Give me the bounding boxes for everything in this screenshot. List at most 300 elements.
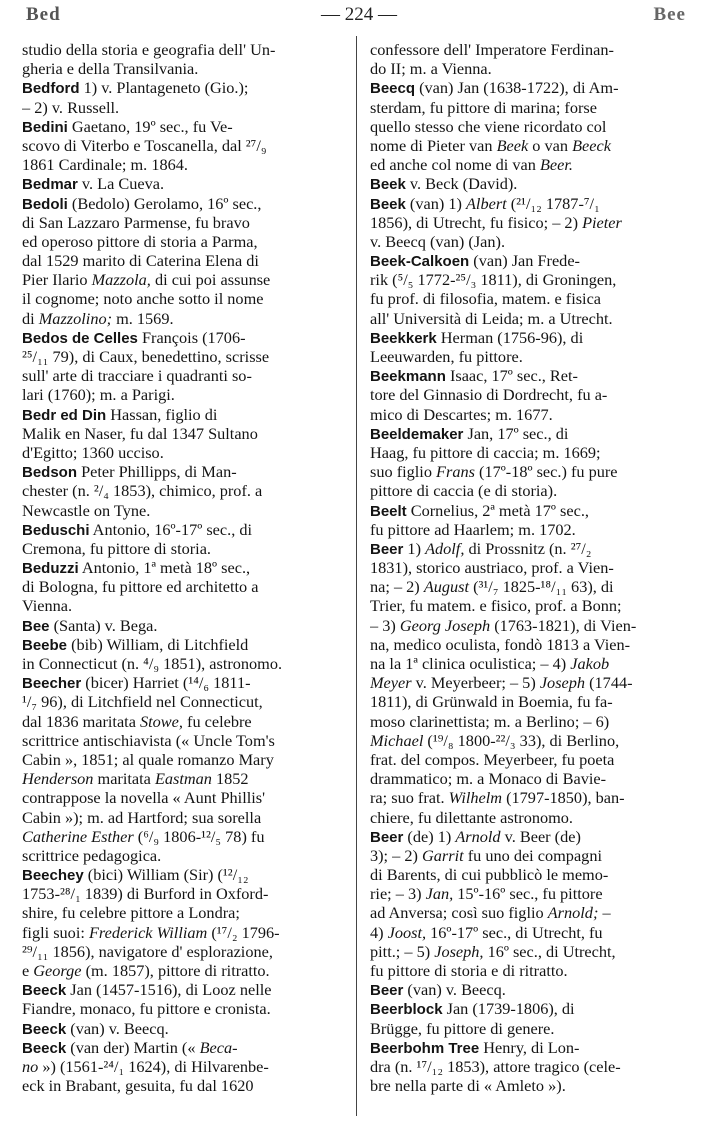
body-text: 1) [403,538,426,558]
body-text: rik (⁵/₅ 1772-²⁵/₃ 1811), di Groningen, [370,270,617,290]
body-text: 1856), di Utrecht, fu fisico; – 2) [370,212,583,232]
text-line [370,424,698,443]
entry-headword: Beek-Calkoen [370,253,470,271]
text-line [370,366,698,385]
text-line [22,194,350,213]
text-line [22,270,350,289]
italic-text: Stowe, [140,711,183,731]
entry-headword: Beecq [370,80,416,98]
text-line [370,462,698,481]
text-line [22,174,350,193]
text-line [22,328,350,347]
text-line [370,117,698,136]
body-text: (Santa) v. Bega. [49,615,158,635]
body-text: all' Università di Leida; m. a Utrecht. [370,308,613,328]
body-text: Fiandre, monaco, fu pittore e cronista. [22,999,271,1019]
text-line [22,520,350,539]
column-divider [356,36,357,1116]
italic-text: Catherine Esther [22,826,134,846]
entry-headword: Beelt [370,502,407,520]
entry-headword: Beeck [22,1020,67,1038]
body-text: pittore di caccia (e di storia). [370,481,558,501]
body-text: 1852 [211,769,249,789]
text-line [370,232,698,251]
body-text: fu pittore di storia e di ritratto. [370,961,568,980]
body-text: na; – 2) [370,577,424,597]
body-text: di Bologna, fu pittore ed architetto a [22,577,259,597]
text-line [370,884,698,903]
entry-headword: Beekmann [370,368,446,386]
body-text: sull' arte di tracciare i quadranti so- [22,366,252,386]
text-line [22,750,350,769]
italic-text: Joseph, [434,941,484,961]
body-text: (³¹/₇ 1825-¹⁸/₁₁ 63), di [469,577,614,597]
body-text: 1811), di Grünwald in Boemia, fu fa- [370,692,613,712]
body-text: ed operoso pittore di storia a Parma, [22,231,258,251]
text-line [22,903,350,922]
body-text: (van) 1) [405,193,466,213]
body-text: 1831), storico austriaco, prof. a Vien- [370,558,614,578]
italic-text: Frans [436,462,475,482]
text-line [22,462,350,481]
italic-text: Albert [465,193,507,213]
body-text: figli suoi: [22,922,89,942]
text-line [370,251,698,270]
entry-headword: Bedmar [22,176,78,194]
entry-headword: Bedr ed Din [22,406,107,424]
text-line [370,558,698,577]
body-text: in Connecticut (n. ⁴/₉ 1851), astronomo. [22,654,283,673]
entry-headword: Beeck [22,982,67,1000]
entry-headword: Bee [22,617,50,635]
italic-text: Beca- [199,1037,238,1057]
text-line [22,884,350,903]
text-line [22,616,350,635]
italic-text: Joseph [539,673,586,693]
text-line [370,270,698,289]
text-line [370,501,698,520]
entry-headword: Bedini [22,118,68,136]
body-text: d'Egitto; 1360 ucciso. [22,442,164,462]
italic-text: Mazzolino; [38,308,113,328]
body-text: ») (1561-²⁴/₁ 1624), di Hilvarenbe- [38,1056,269,1076]
entry-headword: Bedoli [22,195,68,213]
text-line [370,443,698,462]
text-line [370,405,698,424]
italic-text: Georg Joseph [399,615,491,635]
body-text: Cremona, fu pittore di storia. [22,538,211,558]
text-line [370,328,698,347]
text-line [370,1057,698,1076]
body-text: 4) [370,922,388,942]
text-line [22,405,350,424]
body-text: Malik en Naser, fu dal 1347 Sultano [22,423,258,443]
entry-headword: Beeck [22,1039,67,1057]
text-line [22,1019,350,1038]
text-line [22,78,350,97]
text-line [370,942,698,961]
body-text: na la 1ª clinica oculistica; – 4) [370,654,571,673]
text-line [370,309,698,328]
body-text: quello stesso che viene ricordato col [370,116,607,136]
entry-headword: Beebe [22,636,68,654]
text-line [22,232,350,251]
body-text: di San Lazzaro Parmense, fu bravo [22,212,250,232]
body-text: (de) 1) [403,826,456,846]
entry-headword: Bedford [22,80,80,98]
text-line [22,961,350,980]
text-line [22,539,350,558]
body-text: tore del Ginnasio di Dordrecht, fu a- [370,385,608,405]
text-line [22,942,350,961]
body-text: o van [528,135,573,155]
entry-headword: Beduzzi [22,560,79,578]
body-text: – 2) v. Russell. [22,97,120,117]
body-text: 16º sec., di Utrecht, [483,941,616,961]
text-line [370,827,698,846]
text-line [370,194,698,213]
italic-text: Joost, [387,922,427,942]
entry-headword: Beer [370,982,404,1000]
text-line [370,78,698,97]
italic-text: Michael [370,730,424,750]
body-text: Herman (1756-96), di [436,327,584,347]
body-text: (¹⁷/₂ 1796- [207,922,280,942]
body-text: Gaetano, 19º sec., fu Ve- [67,116,233,136]
italic-text: Arnold [455,826,501,846]
text-line [370,539,698,558]
text-line [370,692,698,711]
body-text: (bici) William (Sir) (¹²/₁₂ [83,865,249,885]
text-line [370,712,698,731]
italic-text: Beek [496,135,529,155]
body-text: Peter Phillipps, di Man- [77,462,237,482]
text-line [22,558,350,577]
body-text: (van der) Martin (« [66,1037,200,1057]
text-line [370,1019,698,1038]
text-line [22,366,350,385]
text-line [370,635,698,654]
body-text: fu pittore ad Haarlem; m. 1702. [370,519,576,539]
body-text: nome di Pieter van [370,135,497,155]
left-column [22,40,350,1095]
body-text: Jan (1457-1516), di Looz nelle [66,980,272,1000]
text-line [22,731,350,750]
body-text: di cui poi assunse [150,270,271,290]
body-text: – [598,903,611,923]
text-line [370,769,698,788]
italic-text: Beeck [572,135,611,155]
text-line [370,174,698,193]
text-line [22,443,350,462]
text-line [22,635,350,654]
body-text: Leeuwarden, fu pittore. [370,347,523,366]
header-left-guideword: Bed [26,4,61,25]
italic-text: Henderson [22,769,94,789]
text-line [22,923,350,942]
body-text: ra; suo frat. [370,788,449,808]
body-text: maritata [93,769,155,789]
body-text: sterdam, fu pittore di marina; forse [370,97,597,117]
entry-headword: Bedos de Celles [22,329,138,347]
text-line [22,808,350,827]
entry-headword: Beer [370,540,404,558]
body-text: (⁶/₉ 1806-¹²/₅ 78) fu [133,826,265,846]
text-line [370,980,698,999]
text-line [370,654,698,673]
body-text: (17º-18º sec.) fu pure [474,462,618,482]
body-text: v. La Cueva. [77,174,165,194]
body-text: dal 1836 maritata [22,711,140,731]
body-text: dal 1529 marito di Caterina Elena di [22,251,259,271]
body-text: (1744- [585,673,633,693]
text-line [370,750,698,769]
body-text: (1797-1850), ban- [502,788,625,808]
body-text: Haag, fu pittore di caccia; m. 1669; [370,442,601,462]
text-line [22,596,350,615]
text-line [22,155,350,174]
body-text: scovo di Viterbo e Toscanella, dal ²⁷/₉ [22,135,267,155]
entry-headword: Beduschi [22,521,90,539]
page-header [0,0,718,34]
body-text: 16º-17º sec., di Utrecht, fu [426,922,603,942]
body-text: fu uno dei compagni [463,845,602,865]
body-text: Cabin »); m. ad Hartford; sua sorella [22,807,262,827]
italic-text: Meyer [370,673,412,693]
body-text: fu prof. di filosofia, matem. e fisica [370,289,602,309]
text-line [370,999,698,1018]
body-text: drammatico; m. a Monaco di Bavie- [370,769,607,789]
text-line [22,501,350,520]
text-line [22,1038,350,1057]
italic-text: Jakob [570,654,610,673]
italic-text: Wilhelm [448,788,503,808]
text-line [370,40,698,59]
body-text: e [22,961,34,980]
body-text: 1753-²⁸/₁ 1839) di Burford in Oxford- [22,884,269,904]
body-text: na, medico oculista, fondò 1813 a Vien- [370,634,631,654]
entry-headword: Beek [370,195,406,213]
body-text: scrittrice antischiavista (« Uncle Tom's [22,730,275,750]
body-text: Henry, di Lon- [479,1037,580,1057]
body-text: frat. del compos. Meyerbeer, fu poeta [370,749,615,769]
body-text: il cognome; noto anche sotto il nome [22,289,264,309]
entry-headword: Beechey [22,867,84,885]
body-text: Jan (1739-1806), di [442,999,575,1019]
entry-headword: Beer [370,828,404,846]
body-text: Cabin », 1851; al quale romanzo Mary [22,749,274,769]
body-text: chiere, fu dilettante astronomo. [370,807,573,827]
text-line [22,654,350,673]
text-line [22,846,350,865]
text-line [22,769,350,788]
text-line [22,289,350,308]
body-text: shire, fu celebre pittore a Londra; [22,903,240,923]
text-line [370,673,698,692]
entry-headword: Beerbohm Tree [370,1039,480,1057]
body-text: (bib) William, di Litchfield [67,634,249,654]
text-line [22,1076,350,1095]
body-text: (van) v. Beecq. [403,980,506,1000]
body-text: lari (1760); m. a Parigi. [22,385,175,405]
text-line [370,155,698,174]
body-text: (²¹/₁₂ 1787-⁷/₁ [506,193,600,213]
body-text: 3); – 2) [370,845,422,865]
text-line [22,712,350,731]
text-line [370,481,698,500]
body-text: dra (n. ¹⁷/₁₂ 1853), attore tragico (cele- [370,1056,621,1076]
text-line [370,961,698,980]
body-text: (van) Jan (1638-1722), di Am- [415,78,619,98]
italic-text: no [22,1056,39,1076]
body-text: bre nella parte di « Amleto »). [370,1076,566,1096]
body-text: 15º-16º sec., fu pittore [453,884,603,904]
text-line [370,808,698,827]
text-line [370,846,698,865]
entry-headword: Beerblock [370,1001,443,1019]
italic-text: Adolf, [425,538,465,558]
page-number: — 224 — [321,4,397,25]
text-line [22,59,350,78]
text-line [22,213,350,232]
body-text: ²⁹/₁₁ 1856), navigatore d' esplorazione, [22,941,273,961]
italic-text: Jan, [425,884,454,904]
text-line [22,980,350,999]
body-text: pitt.; – 5) [370,941,435,961]
body-text: eck in Brabant, gesuita, fu dal 1620 [22,1076,254,1096]
body-text: moso clarinettista; m. a Berlino; – 6) [370,711,610,731]
text-line [22,347,350,366]
body-text: ²⁵/₁₁ 79), di Caux, benedettino, scrisse [22,347,270,366]
text-line [370,903,698,922]
body-text: – 3) [370,615,400,635]
text-line [22,788,350,807]
text-line [370,731,698,750]
body-text: (van) v. Beecq. [66,1018,169,1038]
body-text: do II; m. a Vienna. [370,59,492,79]
body-text: contrappose la novella « Aunt Phillis' [22,788,266,808]
body-text: v. Beck (David). [405,174,518,194]
text-line [370,596,698,615]
entry-headword: Beek [370,176,406,194]
text-line [370,289,698,308]
body-text: Newcastle on Tyne. [22,500,151,520]
italic-text: Eastman [154,769,212,789]
body-text: scrittrice pedagogica. [22,845,162,865]
body-text: 1861 Cardinale; m. 1864. [22,155,188,175]
text-line [370,136,698,155]
text-line [370,865,698,884]
body-text: Hassan, figlio di [106,404,218,424]
body-text: di Barents, di cui pubblicò le memo- [370,865,609,885]
text-line [22,865,350,884]
text-line [22,251,350,270]
text-line [370,98,698,117]
text-line [370,1038,698,1057]
body-text: Isaac, 17º sec., Ret- [445,366,578,386]
text-line [370,923,698,942]
text-line [22,999,350,1018]
text-line [370,213,698,232]
entry-headword: Beecher [22,675,82,693]
body-text: François (1706- [137,327,246,347]
text-line [370,385,698,404]
text-line [22,117,350,136]
body-text: fu celebre [182,711,252,731]
italic-text: Garrit [422,845,464,865]
text-line [370,616,698,635]
body-text: di Prossnitz (n. ²⁷/₂ [464,538,592,558]
body-text: ed anche col nome di van [370,155,540,175]
text-line [22,98,350,117]
body-text: Antonio, 16º-17º sec., di [89,519,253,539]
body-text: Pier Ilario [22,270,92,290]
body-text: di [22,308,39,328]
body-text: rie; – 3) [370,884,426,904]
text-line [370,577,698,596]
body-text: confessore dell' Imperatore Ferdinan- [370,40,614,59]
right-column [370,40,698,1095]
text-line [370,788,698,807]
italic-text: George [33,961,82,980]
body-text: (van) Jan Frede- [469,251,580,271]
body-text: 1) v. Plantageneto (Gio.); [79,78,249,98]
text-line [22,481,350,500]
body-text: v. Beer (de) [500,826,581,846]
entry-headword: Bedson [22,464,78,482]
body-text: studio della storia e geografia dell' Un- [22,40,276,59]
body-text: chester (n. ²/₄ 1853), chimico, prof. a [22,481,263,501]
italic-text: Pieter [582,212,622,232]
italic-text: Mazzola, [91,270,151,290]
body-text: m. 1569. [112,308,174,328]
body-text: suo figlio [370,462,437,482]
text-line [22,309,350,328]
text-line [370,520,698,539]
italic-text: Frederick William [88,922,208,942]
body-text: v. Meyerbeer; – 5) [411,673,540,693]
body-text: mico di Descartes; m. 1677. [370,404,553,424]
text-line [370,1076,698,1095]
body-text: (bicer) Harriet (¹⁴/₆ 1811- [81,673,251,693]
entry-headword: Beekkerk [370,329,437,347]
body-text: Cornelius, 2ª metà 17º sec., [406,500,589,520]
body-text: Vienna. [22,596,73,616]
body-text: Trier, fu matem. e fisico, prof. a Bonn; [370,596,622,616]
italic-text: August [423,577,470,597]
text-line [370,59,698,78]
body-text: (1763-1821), di Vien- [490,615,637,635]
italic-text: Beer. [539,155,573,175]
text-line [370,347,698,366]
text-line [22,827,350,846]
text-line [22,1057,350,1076]
body-text: (m. 1857), pittore di ritratto. [81,961,270,980]
body-text: Antonio, 1ª metà 18º sec., [78,558,251,578]
body-text: (Bedolo) Gerolamo, 16º sec., [67,193,262,213]
body-text: Brügge, fu pittore di genere. [370,1018,555,1038]
body-text: Jan, 17º sec., di [463,423,569,443]
text-line [22,577,350,596]
text-line [22,136,350,155]
entry-headword: Beeldemaker [370,425,464,443]
body-text: ¹/₇ 96), di Litchfield nel Connecticut, [22,692,263,712]
header-right-guideword: Bee [653,4,686,25]
text-line [22,424,350,443]
body-text: v. Beecq (van) (Jan). [370,231,506,251]
text-line [22,40,350,59]
body-text: ad Anversa; così suo figlio [370,903,548,923]
